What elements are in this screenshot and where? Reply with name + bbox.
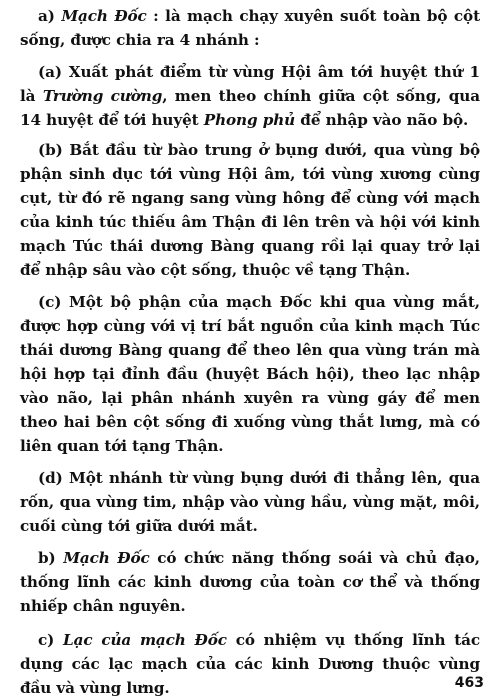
text-run: c): [38, 631, 64, 649]
paragraph-a-mach-doc: [20, 4, 480, 52]
text-run: a): [38, 7, 62, 25]
italic-term: Phong phủ: [203, 111, 296, 129]
paragraph-branch-a: [20, 60, 480, 132]
italic-term: Mạch Đốc: [63, 549, 150, 567]
paragraph-branch-b: [20, 138, 480, 282]
page-number: 463: [454, 675, 484, 691]
text-run: , men theo chính giữa cột sống, qua 14 huyệt để tới huyệt: [20, 87, 480, 129]
text-run: (c) Một bộ phận của mạch Đốc khi qua vùng mắt, được hợp cùng với vị trí bắt nguồn của kinh mạch Túc thái dương Bàng quang để theo lên qua vùng trán mà hội hợp tại đỉnh đầu (huyệt Bách hội), theo lạc nhập vào não, lại phân nhánh xuyên ra vùng gáy để men theo hai bên cột sống đi xuống vùng thắt lưng, mà có liên quan tới tạng Thận.: [20, 293, 480, 455]
text-run: để nhập vào não bộ.: [295, 111, 469, 129]
paragraph-c-lac: [20, 628, 480, 700]
text-run: b): [38, 549, 64, 567]
italic-term: Lạc của mạch Đốc: [63, 631, 227, 649]
paragraph-b-function: [20, 546, 480, 618]
text-run: (a) Xuất phát điểm từ vùng Hội âm tới huyệt thứ 1 là: [20, 63, 480, 105]
paragraph-branch-d: [20, 466, 480, 538]
text-run: có nhiệm vụ thống lĩnh tác dụng các lạc mạch của các kinh Dương thuộc vùng đầu và vùng lưng.: [20, 631, 481, 697]
text-run: (b) Bắt đầu từ bào trung ở bụng dưới, qua vùng bộ phận sinh dục tới vùng Hội âm, tới vùng xương cùng cụt, từ đó rẽ ngang sang vùng hông để cùng với mạch của kinh túc thiếu âm Thận đi lên trên và hội với kinh mạch Túc thái dương Bàng quang rồi lại quay trở lại để nhập sâu vào cột sống, thuộc về tạng Thận.: [20, 141, 480, 279]
paragraph-branch-c: [20, 290, 480, 458]
italic-term: Trường cường: [42, 87, 163, 105]
text-run: : là mạch chạy xuyên suốt toàn bộ cột sống, được chia ra 4 nhánh :: [20, 7, 480, 49]
text-run: có chức năng thống soái và chủ đạo, thống lĩnh các kinh dương của toàn cơ thể và thống nhiếp chân nguyên.: [20, 549, 480, 615]
text-run: (d) Một nhánh từ vùng bụng dưới đi thẳng lên, qua rốn, qua vùng tim, nhập vào vùng hầu, vùng mặt, môi, cuối cùng tới giữa dưới mắt.: [20, 469, 480, 535]
italic-term: Mạch Đốc: [61, 7, 147, 25]
